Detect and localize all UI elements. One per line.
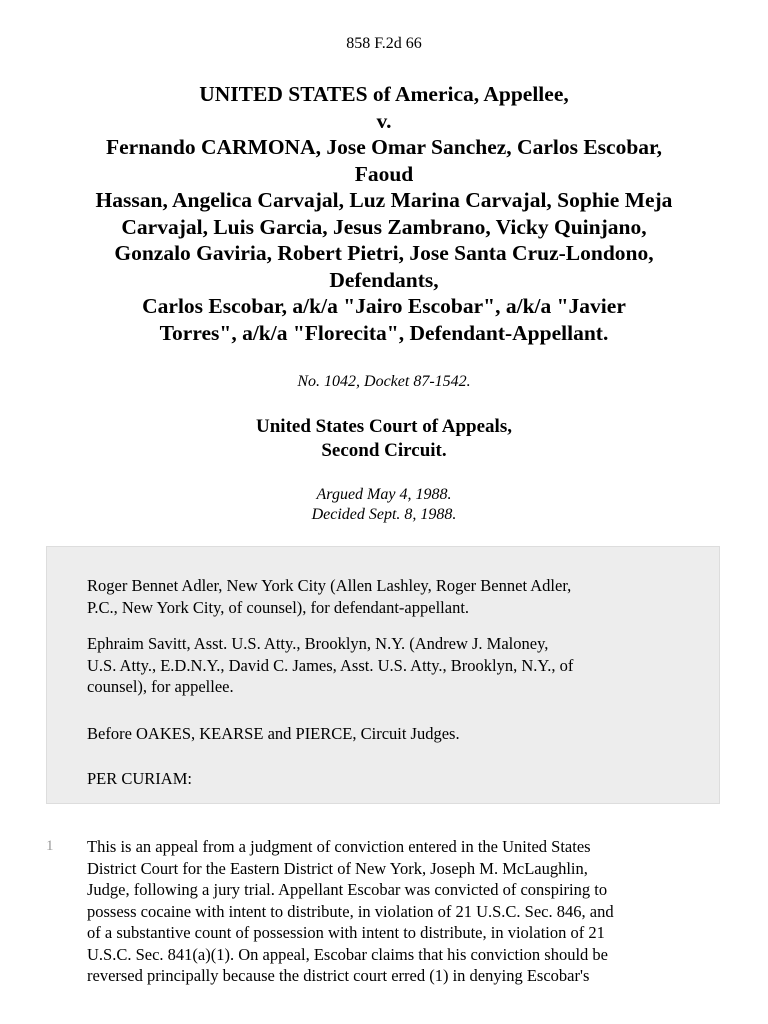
caption-line: v.	[376, 108, 392, 133]
case-citation: 858 F.2d 66	[346, 35, 422, 52]
case-caption	[40, 81, 728, 346]
caption-line: Defendants,	[329, 267, 439, 292]
opinion-line: possess cocaine with intent to distribute, in violation of 21 U.S.C. Sec. 846, and	[87, 901, 614, 921]
caption-line: Faoud	[354, 161, 414, 186]
counsel-line: P.C., New York City, of counsel), for defendant-appellant.	[87, 597, 470, 617]
appellant-counsel	[87, 575, 707, 618]
court-name-line: United States Court of Appeals,	[256, 416, 512, 437]
opinion-line: Judge, following a jury trial. Appellant Escobar was convicted of conspiring to	[87, 880, 608, 899]
court-circuit-line: Second Circuit.	[321, 440, 447, 461]
decided-date: Decided Sept. 8, 1988.	[311, 506, 457, 523]
caption-line: Carlos Escobar, a/k/a "Jairo Escobar", a/k/a "Javier	[142, 294, 626, 318]
per-curiam-label: PER CURIAM:	[87, 769, 192, 788]
caption-line: Torres", a/k/a "Florecita", Defendant-Appellant.	[159, 320, 609, 345]
caption-line: UNITED STATES of America, Appellee,	[199, 82, 569, 106]
caption-line: Fernando CARMONA, Jose Omar Sanchez, Carlos Escobar,	[106, 135, 662, 159]
caption-line: Gonzalo Gaviria, Robert Pietri, Jose Santa Cruz-Londono,	[114, 241, 654, 265]
court-name	[0, 415, 768, 463]
opinion-line: U.S.C. Sec. 841(a)(1). On appeal, Escobar claims that his conviction should be	[87, 944, 609, 964]
counsel-line: U.S. Atty., E.D.N.Y., David C. James, Asst. U.S. Atty., Brooklyn, N.Y., of	[87, 655, 574, 675]
case-dates	[0, 485, 768, 525]
opinion-paragraph	[87, 836, 727, 987]
argued-date: Argued May 4, 1988.	[316, 486, 452, 503]
paragraph-number: 1	[46, 838, 54, 854]
caption-line: Hassan, Angelica Carvajal, Luz Marina Carvajal, Sophie Meja	[95, 188, 673, 212]
appellee-counsel	[87, 633, 707, 698]
opinion-line: District Court for the Eastern District of New York, Joseph M. McLaughlin,	[87, 858, 588, 878]
docket-number: No. 1042, Docket 87-1542.	[297, 373, 471, 390]
counsel-panel	[46, 546, 720, 804]
opinion-line: of a substantive count of possession with intent to distribute, in violation of 21	[87, 923, 605, 942]
caption-line: Carvajal, Luis Garcia, Jesus Zambrano, Vicky Quinjano,	[121, 214, 647, 239]
bench-judges: Before OAKES, KEARSE and PIERCE, Circuit Judges.	[87, 724, 460, 743]
counsel-line: Roger Bennet Adler, New York City (Allen Lashley, Roger Bennet Adler,	[87, 576, 572, 595]
opinion-line: This is an appeal from a judgment of conviction entered in the United States	[87, 837, 591, 856]
counsel-line: counsel), for appellee.	[87, 677, 234, 696]
counsel-line: Ephraim Savitt, Asst. U.S. Atty., Brooklyn, N.Y. (Andrew J. Maloney,	[87, 634, 549, 653]
opinion-line: reversed principally because the district court erred (1) in denying Escobar's	[87, 966, 590, 985]
